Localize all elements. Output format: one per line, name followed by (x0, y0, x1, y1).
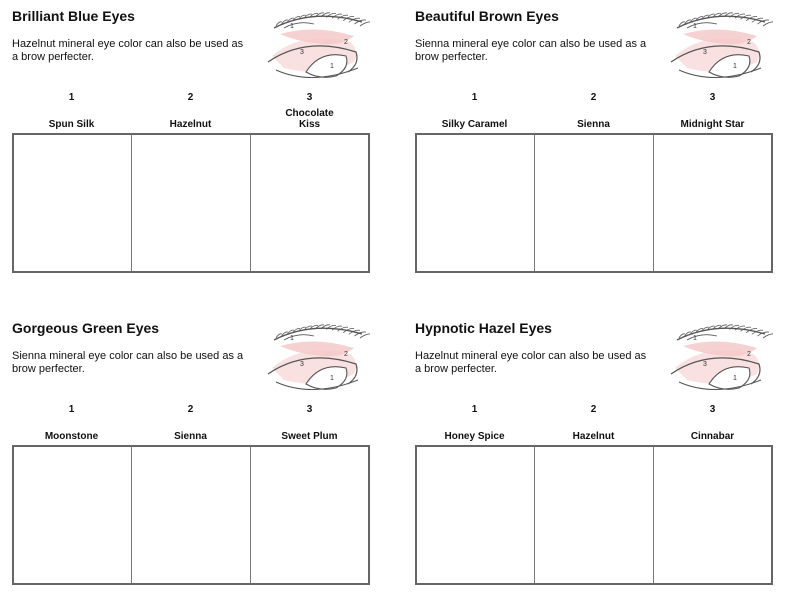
shade-number: 1 (471, 92, 478, 103)
shade-column-3 (653, 92, 772, 130)
swatch-box-2 (132, 135, 250, 271)
shade-name: Cinnabar (690, 431, 735, 442)
shade-number: 2 (590, 92, 597, 103)
eye-zone-label: 3 (703, 361, 707, 368)
swatch-grid (12, 445, 370, 585)
shade-name: Hazelnut (572, 431, 615, 442)
shade-number: 3 (306, 92, 313, 103)
swatch-box-1 (417, 135, 535, 271)
eye-zone-label: 1 (733, 375, 737, 382)
swatch-box-3 (251, 135, 368, 271)
eye-zone-label: 3 (300, 49, 304, 56)
swatch-box-2 (132, 447, 250, 583)
shade-name: Sienna (174, 431, 207, 442)
shade-columns (12, 92, 370, 130)
shade-columns (415, 404, 773, 442)
shade-number: 2 (590, 404, 597, 415)
shade-column-1 (12, 92, 131, 130)
swatch-box-2 (535, 135, 653, 271)
shade-columns (415, 92, 773, 130)
eye-zone-label: 2 (747, 39, 751, 46)
panel-title: Brilliant Blue Eyes (12, 8, 135, 24)
panel-description: Hazelnut mineral eye color can also be used as a brow perfecter. (415, 350, 647, 375)
eye-zone-label: 1 (693, 23, 697, 30)
shade-number: 3 (709, 92, 716, 103)
look-panel-brilliant-blue (12, 6, 377, 286)
shade-column-3 (653, 404, 772, 442)
eye-zone-label: 3 (300, 361, 304, 368)
eye-zone-label: 1 (693, 335, 697, 342)
shade-number: 3 (306, 404, 313, 415)
eye-zone-label: 3 (703, 49, 707, 56)
eye-zone-label: 1 (290, 335, 294, 342)
eye-diagram-icon (262, 318, 370, 400)
swatch-box-1 (14, 135, 132, 271)
swatch-box-2 (535, 447, 653, 583)
shade-column-2 (131, 404, 250, 442)
shade-name: Spun Silk (48, 119, 95, 130)
shade-name: Sienna (577, 119, 610, 130)
eye-zone-label: 1 (290, 23, 294, 30)
shade-column-1 (12, 404, 131, 442)
eye-diagram-icon (665, 6, 773, 88)
eye-zone-label: 2 (344, 39, 348, 46)
swatch-grid (415, 133, 773, 273)
shade-number: 2 (187, 92, 194, 103)
shade-name: Moonstone (44, 431, 99, 442)
panel-title: Beautiful Brown Eyes (415, 8, 559, 24)
shade-number: 1 (68, 404, 75, 415)
eye-diagram-icon (665, 318, 773, 400)
panel-description: Hazelnut mineral eye color can also be used as a brow perfecter. (12, 38, 244, 63)
swatch-box-3 (654, 447, 771, 583)
swatch-box-3 (251, 447, 368, 583)
shade-name: Silky Caramel (441, 119, 508, 130)
eye-zone-label: 1 (330, 375, 334, 382)
shade-number: 3 (709, 404, 716, 415)
eye-zone-label: 2 (344, 351, 348, 358)
panel-description: Sienna mineral eye color can also be used as a brow perfecter. (12, 350, 244, 375)
panel-title: Hypnotic Hazel Eyes (415, 320, 552, 336)
shade-column-1 (415, 92, 534, 130)
shade-column-2 (131, 92, 250, 130)
look-panel-gorgeous-green (12, 318, 377, 598)
panel-description: Sienna mineral eye color can also be used as a brow perfecter. (415, 38, 647, 63)
panel-title: Gorgeous Green Eyes (12, 320, 160, 336)
shade-number: 1 (471, 404, 478, 415)
eye-diagram-icon (262, 6, 370, 88)
look-panel-hypnotic-hazel (415, 318, 780, 598)
shade-column-3 (250, 404, 369, 442)
shade-column-3 (250, 92, 369, 130)
eye-zone-label: 2 (747, 351, 751, 358)
shade-number: 2 (187, 404, 194, 415)
eye-zone-label: 1 (330, 63, 334, 70)
swatch-grid (12, 133, 370, 273)
shade-name: Sweet Plum (281, 431, 338, 442)
shade-number: 1 (68, 92, 75, 103)
swatch-box-1 (14, 447, 132, 583)
swatch-grid (415, 445, 773, 585)
shade-columns (12, 404, 370, 442)
swatch-box-1 (417, 447, 535, 583)
shade-name: Hazelnut (169, 119, 212, 130)
shade-name: Chocolate Kiss (285, 108, 334, 130)
swatch-box-3 (654, 135, 771, 271)
shade-column-1 (415, 404, 534, 442)
eye-zone-label: 1 (733, 63, 737, 70)
shade-name: Honey Spice (444, 431, 505, 442)
shade-column-2 (534, 92, 653, 130)
shade-column-2 (534, 404, 653, 442)
look-panel-beautiful-brown (415, 6, 780, 286)
shade-name: Midnight Star (680, 119, 745, 130)
